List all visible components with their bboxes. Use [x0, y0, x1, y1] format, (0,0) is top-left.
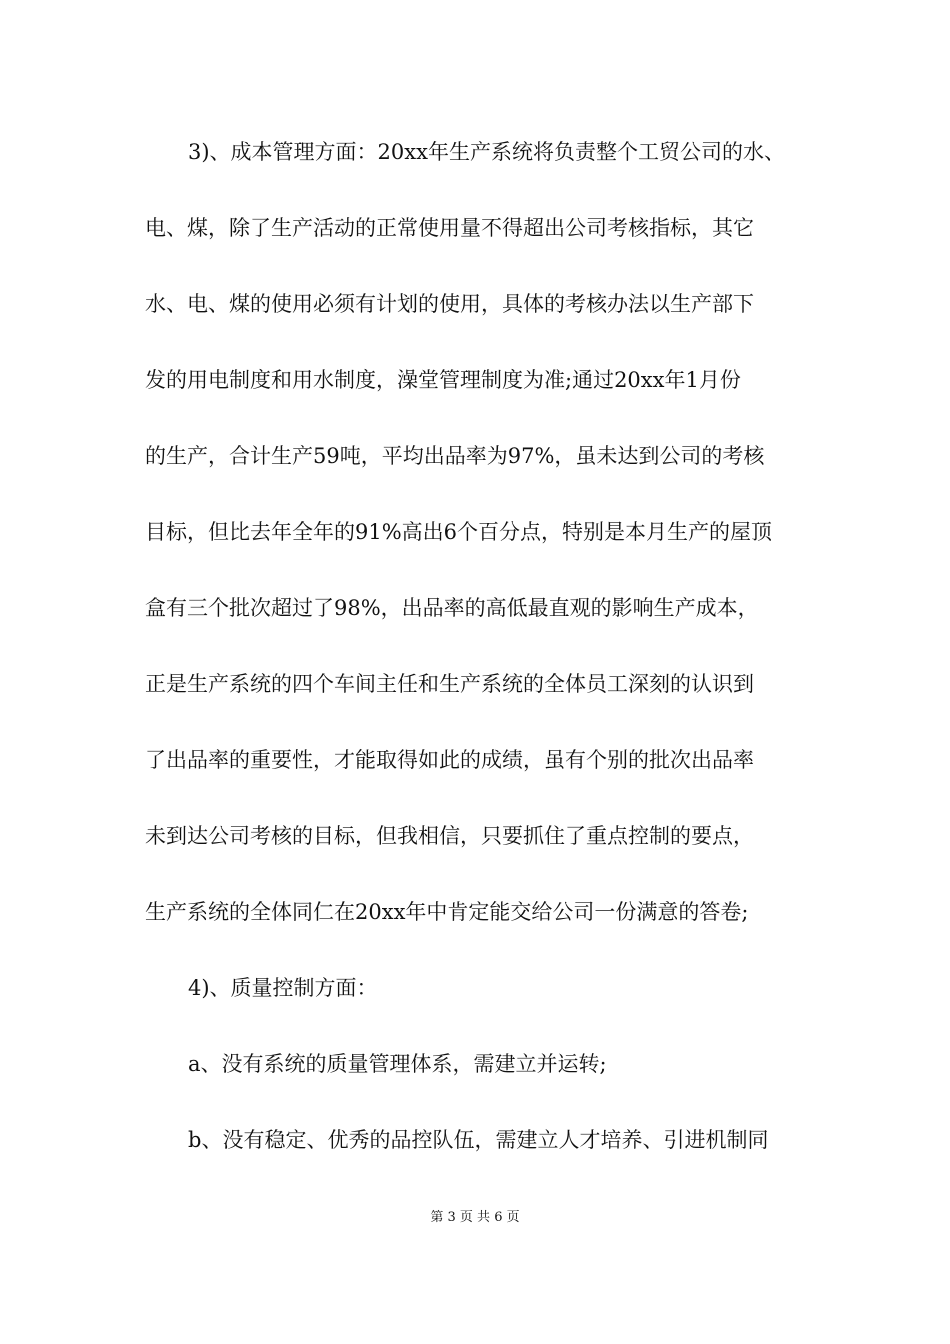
paragraph-line-5: 的生产，合计生产59吨，平均出品率为97%，虽未达到公司的考核 [145, 444, 765, 468]
paragraph-line-8: 正是生产系统的四个车间主任和生产系统的全体员工深刻的认识到 [145, 672, 754, 696]
paragraph-line-11: 生产系统的全体同仁在20xx年中肯定能交给公司一份满意的答卷; [145, 900, 749, 924]
section-heading-quality-control: 4)、质量控制方面： [188, 976, 378, 1000]
list-item-a: a、没有系统的质量管理体系，需建立并运转; [188, 1052, 607, 1076]
paragraph-line-10: 未到达公司考核的目标，但我相信，只要抓住了重点控制的要点， [145, 824, 754, 848]
paragraph-line-6: 目标，但比去年全年的91%高出6个百分点，特别是本月生产的屋顶 [145, 520, 773, 544]
paragraph-line-1: 3)、成本管理方面：20xx年生产系统将负责整个工贸公司的水、 [188, 140, 785, 164]
paragraph-line-2: 电、煤，除了生产活动的正常使用量不得超出公司考核指标，其它 [145, 216, 754, 240]
paragraph-line-7: 盒有三个批次超过了98%，出品率的高低最直观的影响生产成本， [145, 596, 759, 620]
paragraph-line-9: 了出品率的重要性，才能取得如此的成绩，虽有个别的批次出品率 [145, 748, 754, 772]
list-item-b: b、没有稳定、优秀的品控队伍，需建立人才培养、引进机制同 [188, 1128, 769, 1152]
paragraph-line-3: 水、电、煤的使用必须有计划的使用，具体的考核办法以生产部下 [145, 292, 754, 316]
page-number-footer: 第 3 页 共 6 页 [430, 1210, 520, 1225]
paragraph-line-4: 发的用电制度和用水制度，澡堂管理制度为准;通过20xx年1月份 [145, 368, 741, 392]
